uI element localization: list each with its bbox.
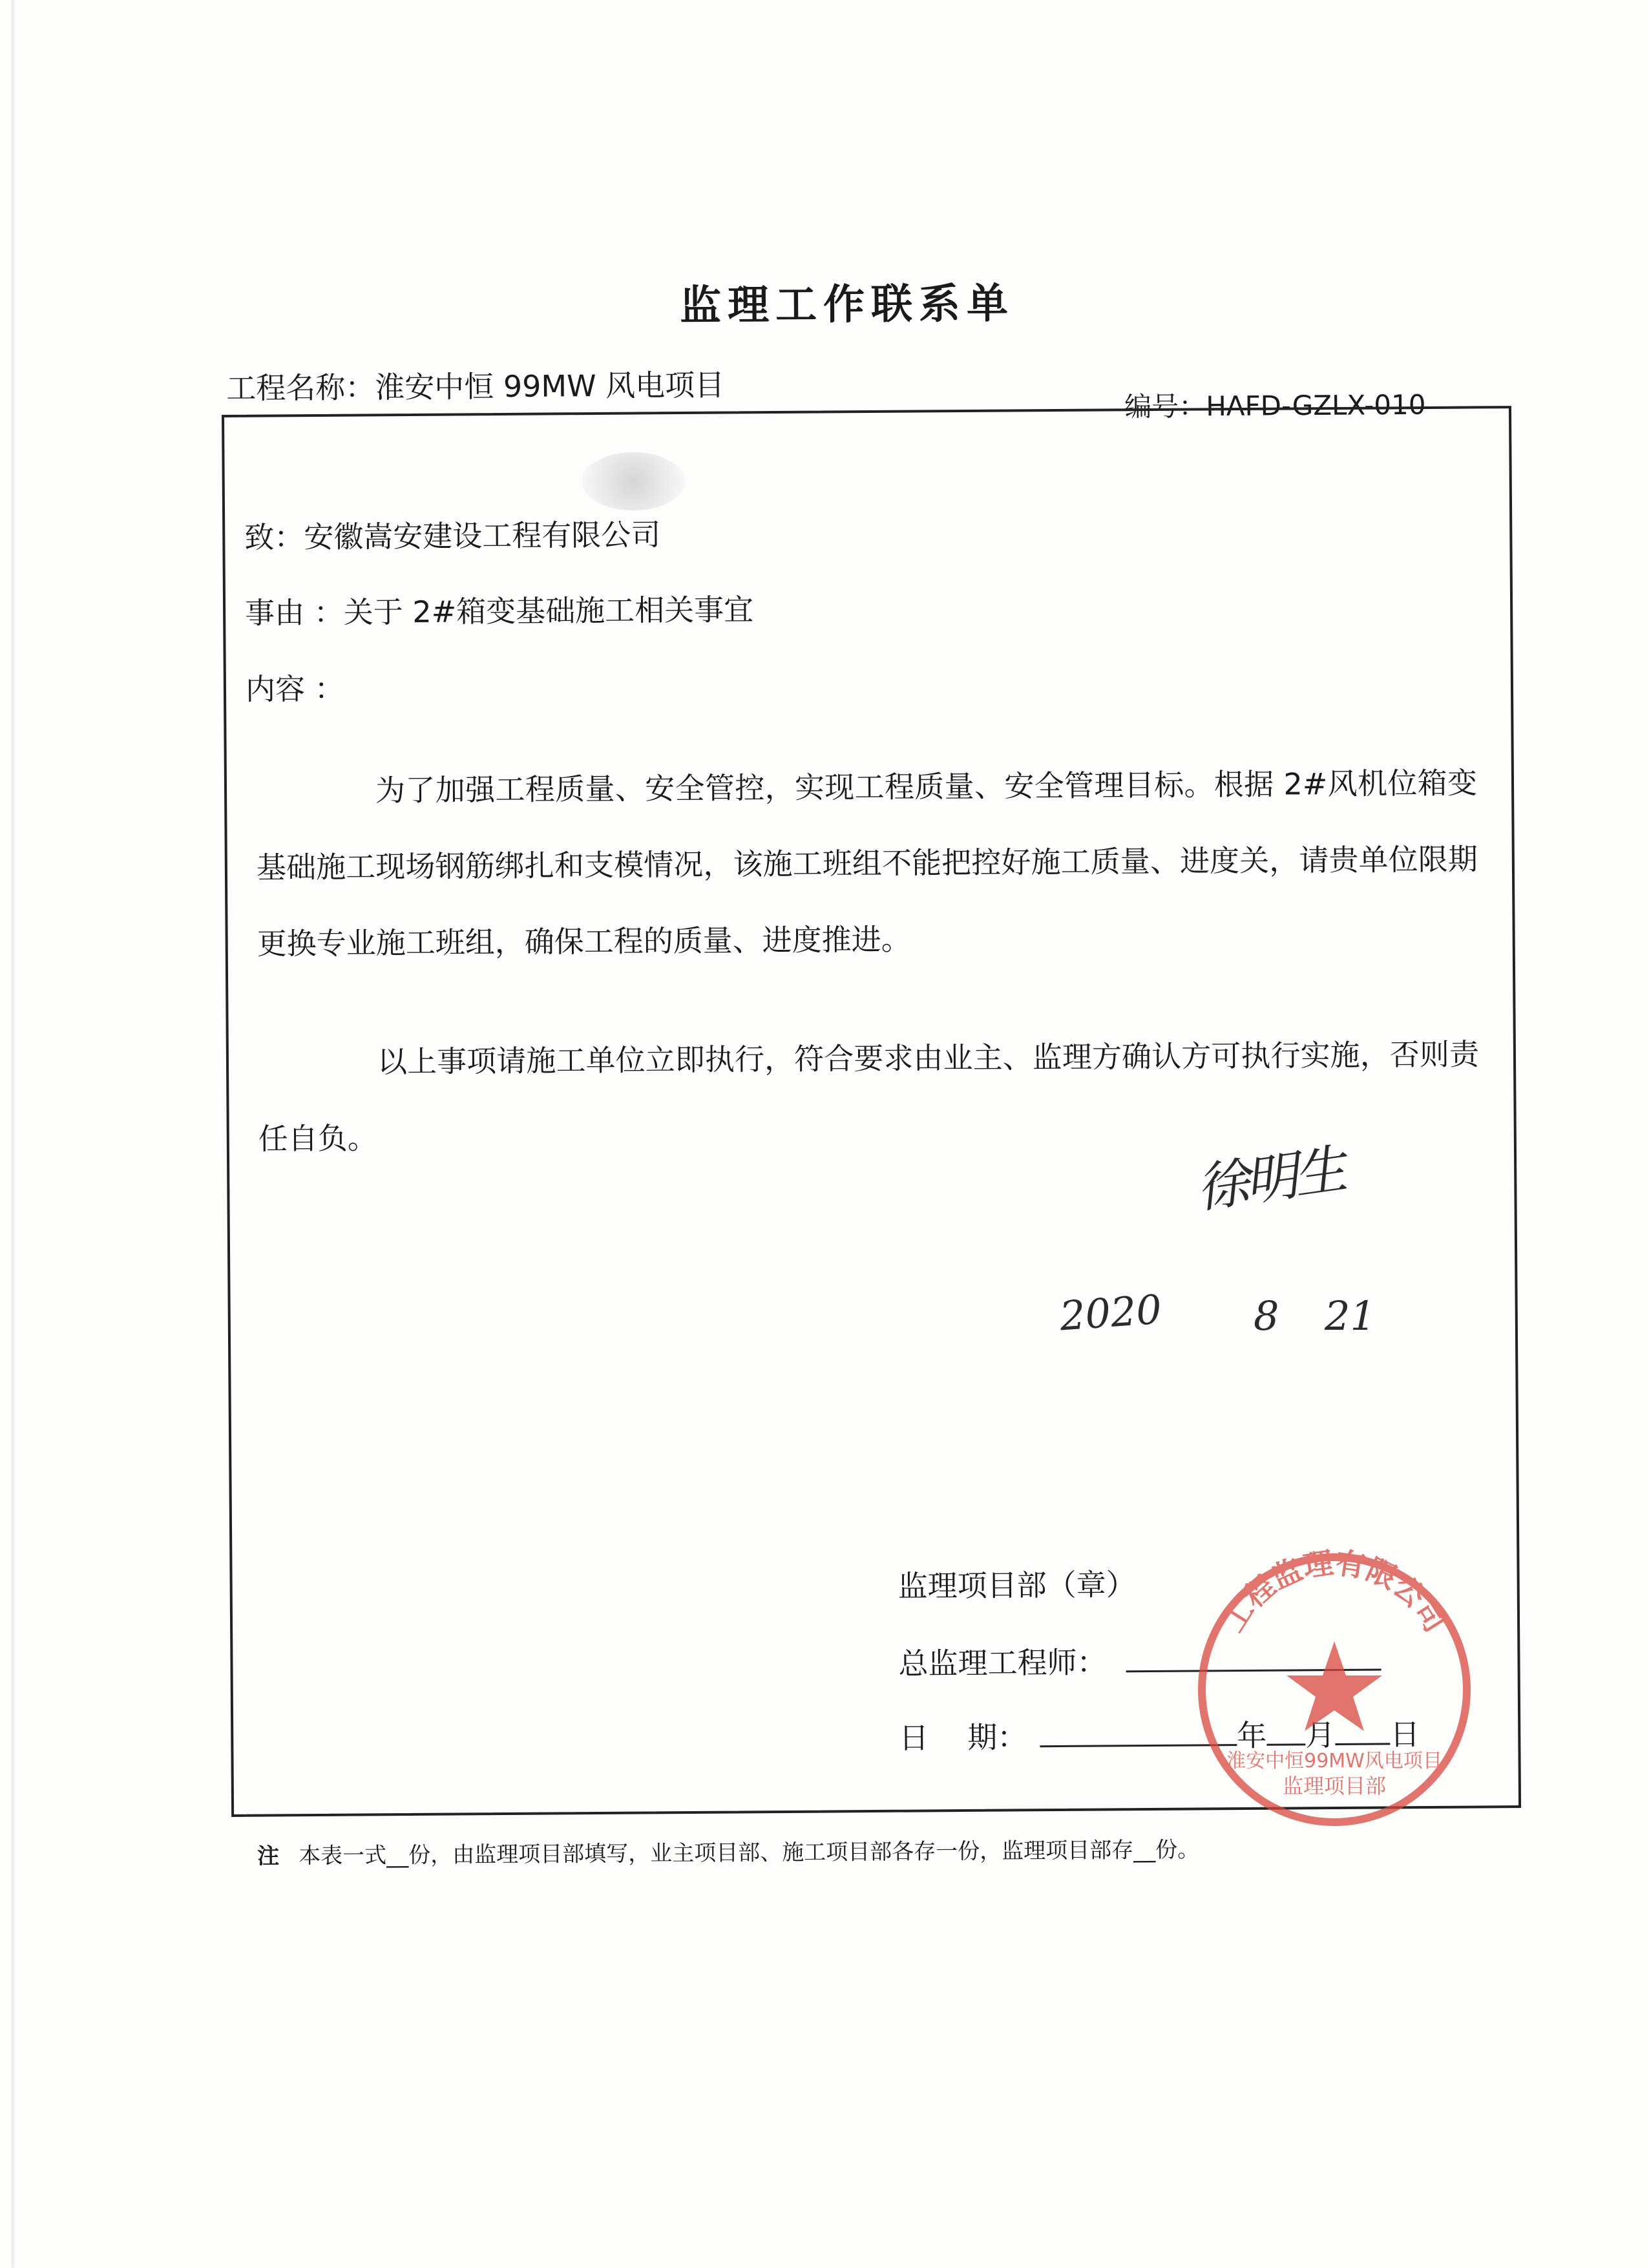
- subject-label: 事由 ：: [244, 594, 344, 631]
- content-paragraph-1: 为了加强工程质量、安全管控，实现工程质量、安全管理目标。根据 2#风机位箱变基础施工现场钢筋绑扎和支模情况，该施工班组不能把控好施工质量、进度关，请贵单位限期更换专业施工班组，确保工程的质量、进度推进。: [256, 765, 1478, 961]
- seal-inner-text-1: 淮安中恒99MW风电项目: [1226, 1750, 1442, 1772]
- chief-engineer-label: 总监理工程师：: [898, 1644, 1107, 1681]
- subject-value: 关于 2#箱变基础施工相关事宜: [343, 592, 754, 630]
- official-seal: [1189, 1544, 1480, 1835]
- year-suffix: 年: [1237, 1717, 1267, 1754]
- content-paragraph-2: 以上事项请施工单位立即执行，符合要求由业主、监理方确认方可执行实施，否则责任自负。: [258, 1036, 1480, 1157]
- recipient-label: 致：: [244, 520, 304, 555]
- supervision-dept-label: 监理项目部（章）: [898, 1567, 1136, 1604]
- handwritten-month: 8: [1254, 1292, 1279, 1339]
- footnote: [257, 1832, 1199, 1870]
- serial-label: 编号：: [1124, 390, 1206, 423]
- serial-number: HAFD-GZLX-010: [1206, 388, 1426, 423]
- document-title: 监理工作联系单: [679, 280, 1015, 330]
- footnote-text: 本表一式__份，由监理项目部填写，业主项目部、施工项目部各存一份，监理项目部存__份。: [299, 1836, 1200, 1869]
- date-label-day-char: 日: [899, 1719, 968, 1756]
- day-suffix: 日: [1390, 1717, 1420, 1752]
- scan-edge: [12, 0, 16, 2268]
- content-label: 内容 ：: [245, 671, 344, 707]
- recipient-row: [244, 511, 660, 556]
- project-label: 工程名称：: [226, 370, 375, 406]
- recipient-value: 安徽嵩安建设工程有限公司: [304, 517, 661, 555]
- date-label-rest: 期：: [967, 1719, 1027, 1755]
- project-name-line: [226, 362, 724, 408]
- project-name: 淮安中恒 99MW 风电项目: [375, 367, 725, 405]
- subject-row: [245, 586, 754, 632]
- month-suffix: 月: [1305, 1717, 1336, 1753]
- seal-outer-text: 工程监理有限公司: [1215, 1545, 1453, 1639]
- handwritten-year: 2020: [1058, 1285, 1164, 1340]
- handwritten-day: 21: [1325, 1292, 1376, 1339]
- seal-inner-text-2: 监理项目部: [1282, 1774, 1387, 1798]
- seal-star-icon: [1287, 1641, 1382, 1731]
- handwritten-signature: 徐明生: [1192, 1139, 1347, 1221]
- footnote-tag: 注: [257, 1843, 280, 1869]
